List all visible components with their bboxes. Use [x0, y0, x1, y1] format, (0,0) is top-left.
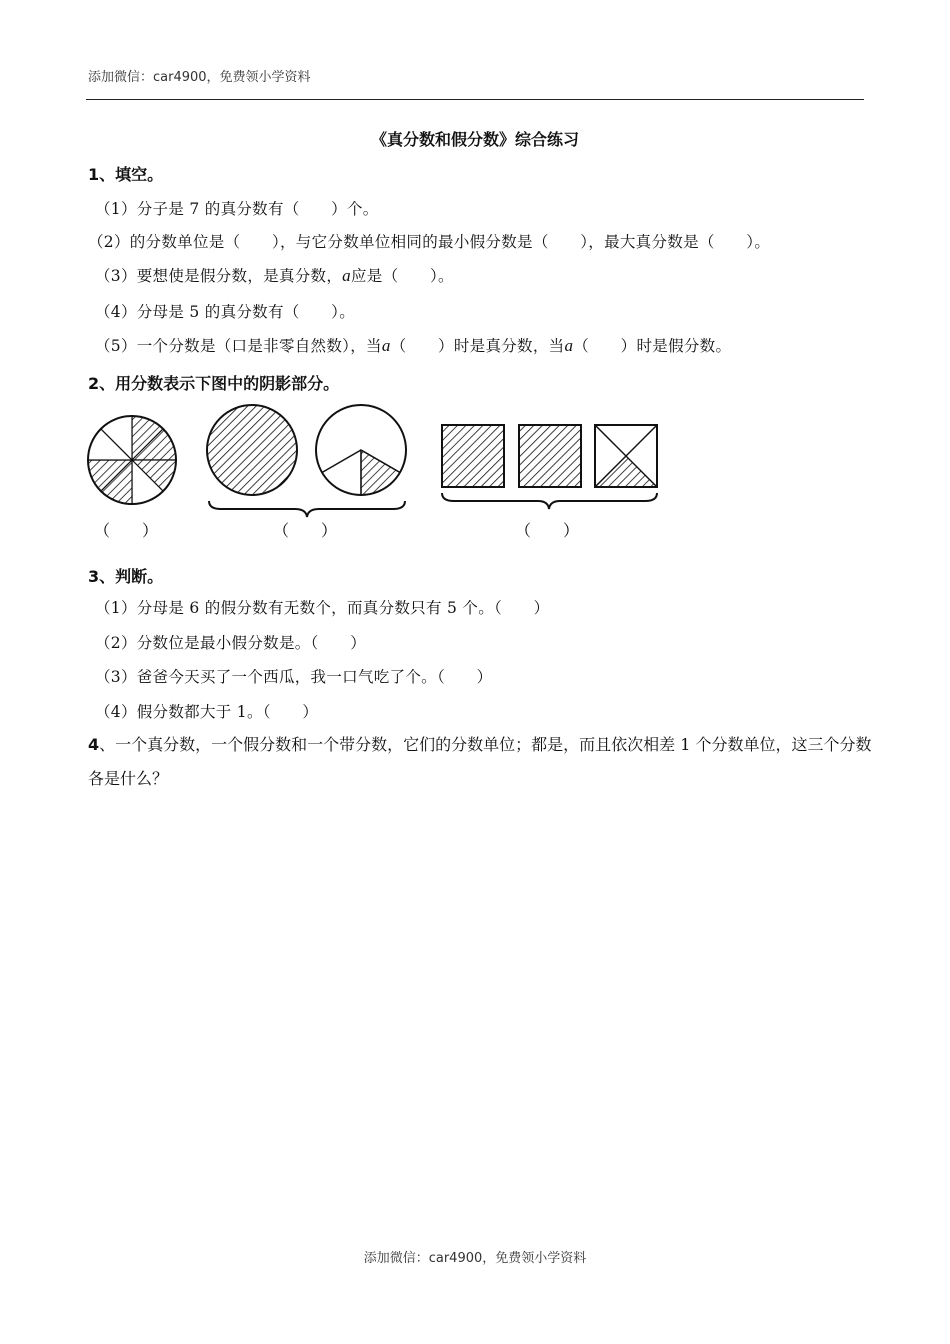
square-quarters: [595, 425, 657, 487]
section-3-heading: 3、判断。: [88, 567, 164, 586]
header-rule: [86, 99, 864, 100]
s1-item-2: （2）的分数单位是（ ），与它分数单位相同的最小假分数是（ ），最大真分数是（ ）。: [88, 233, 771, 251]
header-note: 添加微信：car4900，免费领小学资料: [88, 70, 311, 85]
circle-full: [207, 405, 297, 495]
answer-bracket-2: （ ）: [273, 521, 338, 540]
variable-a: a: [564, 336, 574, 355]
s4-number: 4: [88, 735, 100, 754]
s3-item-1: （1）分母是 6 的假分数有无数个，而真分数只有 5 个。（ ）: [95, 599, 550, 617]
section-2-heading: 2、用分数表示下图中的阴影部分。: [88, 374, 340, 393]
s1-item-3-text-b: 应是（ ）。: [350, 267, 454, 285]
s3-item-4: （4）假分数都大于 1。（ ）: [95, 703, 319, 721]
s1-item-5-text-a: （5）一个分数是（口是非零自然数），当: [95, 337, 382, 355]
s4-text: 、一个真分数，一个假分数和一个带分数，它们的分数单位；都是，而且依次相差 1 个分数单位，这三个分数各是什么？: [88, 735, 872, 788]
square-full-1: [442, 425, 504, 487]
s3-item-3: （3）爸爸今天买了一个西瓜，我一口气吃了个。（ ）: [95, 668, 493, 686]
variable-a: a: [342, 266, 351, 285]
footer-note: 添加微信：car4900，免费领小学资料: [363, 1251, 587, 1266]
brace-squares: [442, 493, 657, 509]
s1-item-3-text-a: （3）要想使是假分数，是真分数，: [95, 267, 343, 285]
s1-item-3: [95, 264, 454, 286]
page-title: 《真分数和假分数》综合练习: [370, 130, 579, 149]
s1-item-4: （4）分母是 5 的真分数有（ ）。: [95, 303, 356, 321]
circle-thirds: [316, 405, 406, 495]
s1-item-1: （1）分子是 7 的真分数有（ ）个。: [95, 200, 379, 218]
section-1-heading: 1、填空。: [88, 165, 164, 184]
square-full-2: [519, 425, 581, 487]
fraction-figures: [80, 395, 680, 555]
section-4-question: [88, 728, 878, 796]
s1-item-5-text-b: （ ）时是真分数，当: [390, 337, 565, 355]
circle-eighths: [88, 416, 176, 504]
s1-item-5-text-c: （ ）时是假分数。: [573, 337, 732, 355]
s1-item-5: [95, 334, 731, 356]
variable-a: a: [381, 336, 391, 355]
brace-circles: [209, 501, 405, 517]
answer-bracket-1: （ ）: [94, 521, 159, 540]
s3-item-2: （2）分数位是最小假分数是。（ ）: [95, 634, 367, 652]
answer-bracket-3: （ ）: [515, 521, 580, 540]
